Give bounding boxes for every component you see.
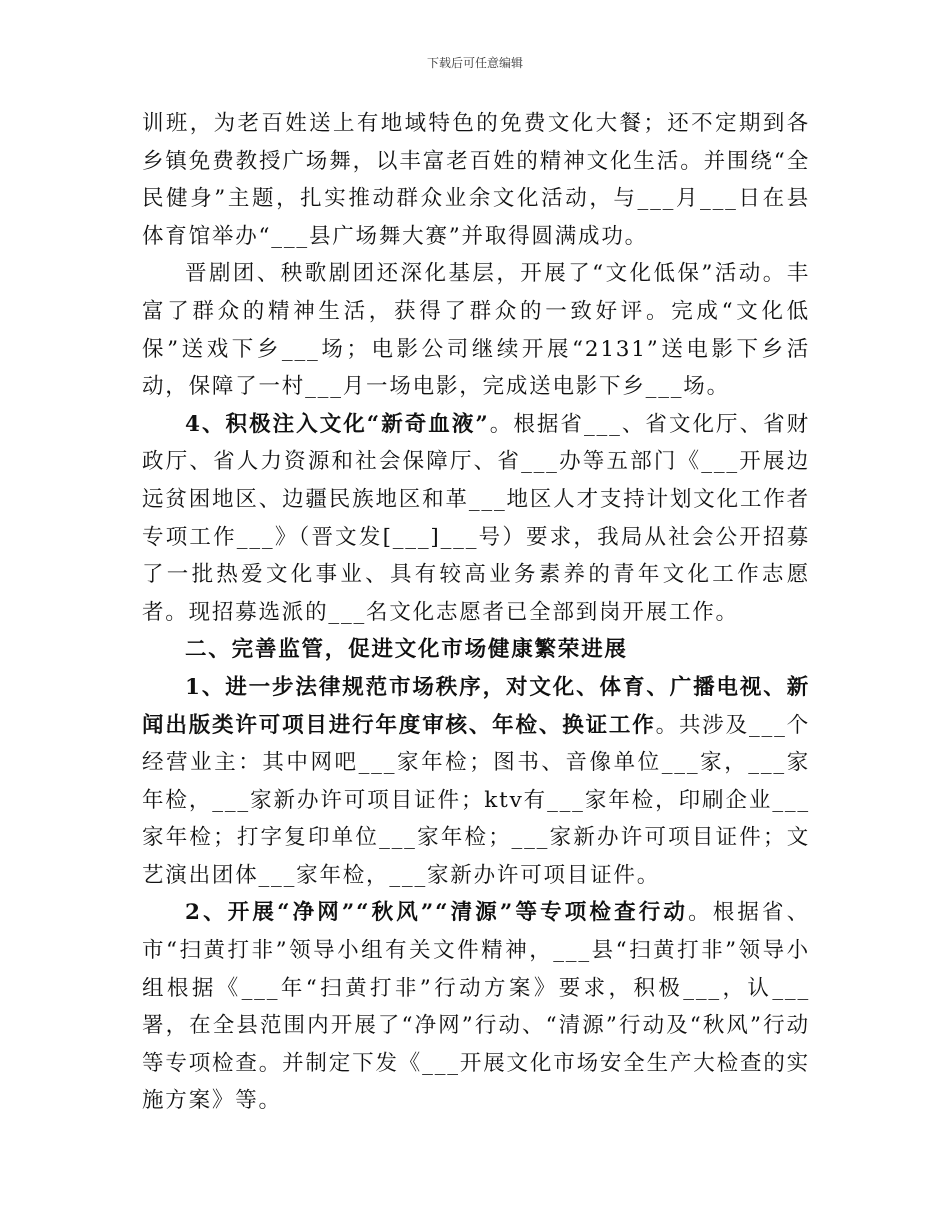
paragraph-special-inspections: [142, 894, 810, 1120]
paragraph-continuation: 训班，为老百姓送上有地域特色的免费文化大餐；还不定期到各乡镇免费教授广场舞，以丰富老百姓的精神文化生活。并围绕“全民健身”主题，扎实推动群众业余文化活动，与___月___日在县体育馆举办“___县广场舞大赛”并取得圆满成功。: [142, 111, 810, 249]
section-heading: 二、完善监管，促进文化市场健康繁荣进展: [185, 637, 628, 663]
paragraph-text: 。根据省、市“扫黄打非”领导小组有关文件精神，___县“扫黄打非”领导小组根据《___年“扫黄打非”行动方案》要求，积极___，认___署，在全县范围内开展了“净网”行动、“清源”行动及“秋风”行动等专项检查。并制定下发《___开展文化市场安全生产大检查的实施方案》等。: [142, 900, 810, 1114]
paragraph-lead: 2、开展“净网”“秋风”“清源”等专项检查行动: [185, 900, 689, 926]
paragraph-license-review: [142, 669, 810, 895]
paragraph-text: 。根据省___、省文化厅、省财政厅、省人力资源和社会保障厅、省___办等五部门《___开展边远贫困地区、边疆民族地区和革___地区人才支持计划文化工作者专项工作___》（晋文发[___]___号）要求，我局从社会公开招募了一批热爱文化事业、具有较高业务素养的青年文化工作志愿者。现招募选派的___名文化志愿者已全部到岗开展工作。: [142, 411, 810, 625]
paragraph-opera-troupes: 晋剧团、秧歌剧团还深化基层，开展了“文化低保”活动。丰富了群众的精神生活，获得了群众的一致好评。完成“文化低保”送戏下乡___场；电影公司继续开展“2131”送电影下乡活动，保障了一村___月一场电影，完成送电影下乡___场。: [142, 261, 810, 400]
paragraph-cultural-volunteers: [142, 406, 810, 632]
document-body: [142, 105, 810, 1120]
paragraph-lead: 1、进一步法律规范市场秩序，对文化、体育、广播电视、新闻出版类许可项目进行年度审核、年检、换证工作: [142, 674, 810, 738]
paragraph-lead: 4、积极注入文化“新奇血液”: [185, 411, 490, 437]
page-header: 下载后可任意编辑: [426, 56, 523, 70]
paragraph-text: 。共涉及___个经营业主：其中网吧___家年检；图书、音像单位___家，___家年检，___家新办许可项目证件；ktv有___家年检，印刷企业___家年检；打字复印单位___家年检；___家新办许可项目证件；文艺演出团体___家年检，___家新办许可项目证件。: [142, 712, 810, 888]
